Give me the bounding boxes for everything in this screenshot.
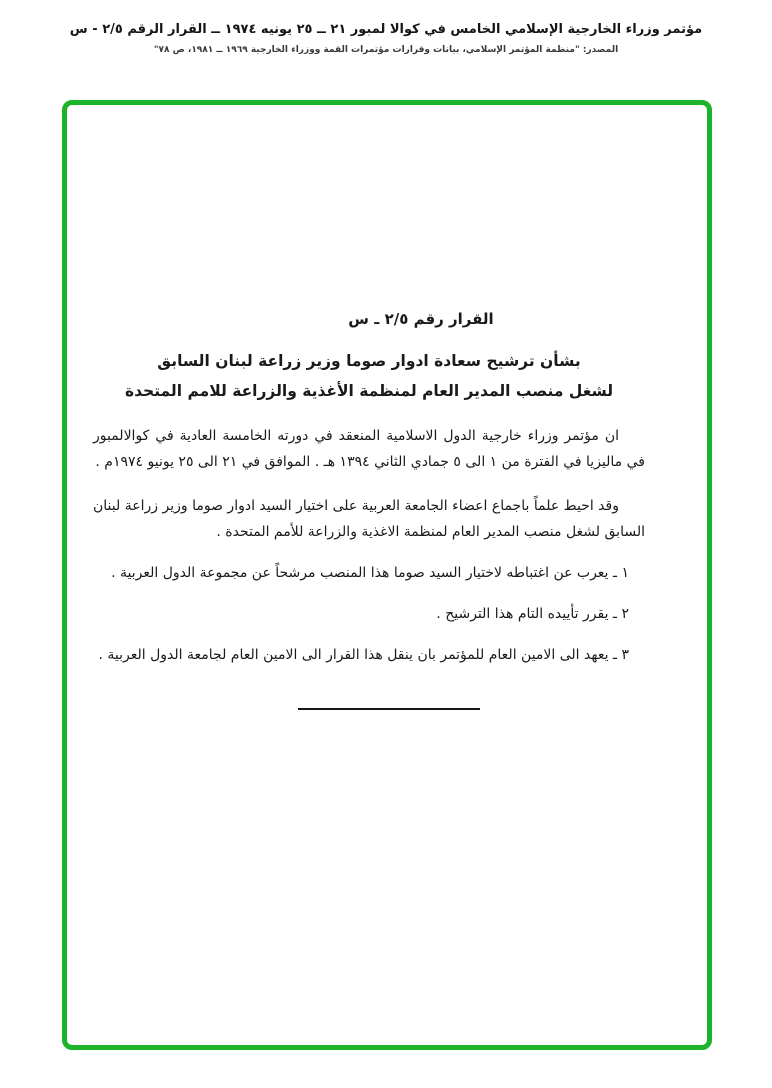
- resolution-items: [93, 560, 645, 668]
- document-frame: [62, 100, 712, 1050]
- source-header-title: مؤتمر وزراء الخارجية الإسلامي الخامس في كوالا لمبور ٢١ ــ ٢٥ يونيه ١٩٧٤ ــ القرار الرقم ٢/٥ - س: [69, 22, 703, 37]
- source-header-citation: المصدر: "منظمة المؤتمر الإسلامي، بيانات وقرارات مؤتمرات القمة ووزراء الخارجية ١٩٦٩ ــ ١٩٨١، ص ٧٨": [153, 45, 619, 55]
- resolution-item-2: ٢ ـ يقرر تأييده التام هذا الترشيح .: [436, 605, 629, 622]
- preamble-paragraph: ان مؤتمر وزراء خارجية الدول الاسلامية المنعقد في دورته الخامسة العادية في كوالالمبور في ماليزيا في الفترة من ١ الى ٥ جمادي الثاني ١٣٩٤ هـ . الموافق في ٢١ الى ٢٥ يونيو ١٩٧٤م .: [93, 428, 645, 471]
- document-title-line1: بشأن ترشيح سعادة ادوار صوما وزير زراعة لبنان السابق: [157, 352, 581, 370]
- document-body: [67, 105, 707, 710]
- resolution-item-1: ١ ـ يعرب عن اغتباطه لاختيار السيد صوما هذا المنصب مرشحاً عن مجموعة الدول العربية .: [111, 564, 629, 581]
- document-title-line2: لشغل منصب المدير العام لمنظمة الأغذية والزراعة للامم المتحدة: [124, 382, 614, 401]
- end-divider-line: [298, 708, 480, 710]
- source-header: [0, 0, 772, 55]
- noting-paragraph: وقد احيط علماً باجماع اعضاء الجامعة العربية على اختيار السيد ادوار صوما وزير زراعة لبنان السابق لشغل منصب المدير العام لمنظمة الاغذية والزراعة للأمم المتحدة .: [93, 497, 645, 540]
- resolution-number: القرار رقم ٢/٥ ـ س: [348, 310, 494, 328]
- resolution-item-3: ٣ ـ يعهد الى الامين العام للمؤتمر بان ينقل هذا القرار الى الامين العام لجامعة الدول العربية .: [98, 646, 629, 663]
